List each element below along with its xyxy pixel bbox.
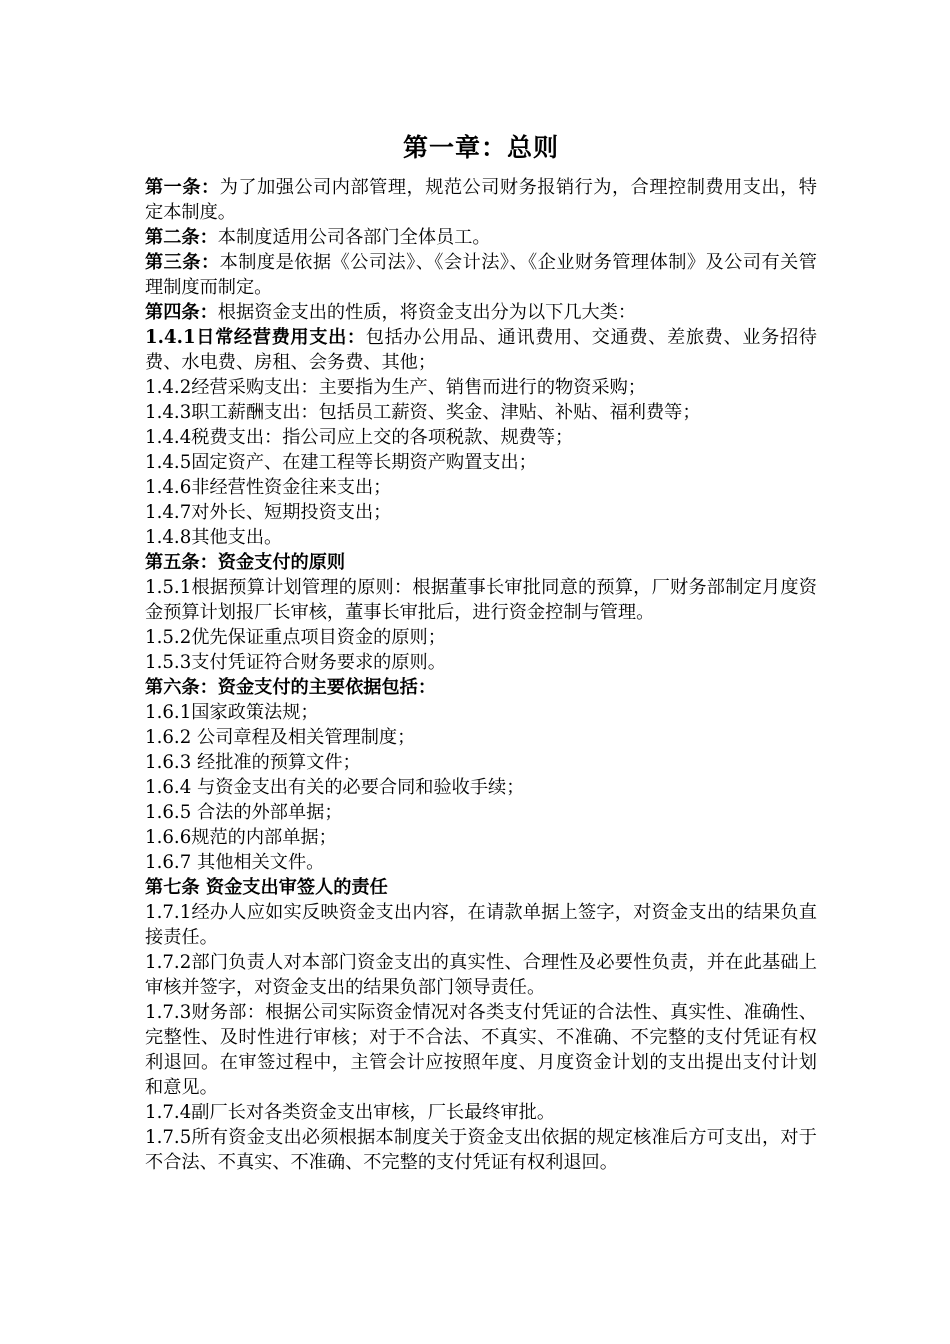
item-text: 1.6.5 合法的外部单据； bbox=[145, 802, 343, 823]
item-text: 1.5.1根据预算计划管理的原则：根据董事长审批同意的预算，厂财务部制定月度资金预算计划报厂长审核，董事长审批后，进行资金控制与管理。 bbox=[145, 577, 817, 623]
item-1-4-6 bbox=[145, 475, 817, 500]
item-text: 1.4.4税费支出：指公司应上交的各项税款、规费等； bbox=[145, 427, 574, 448]
article-1 bbox=[145, 175, 817, 225]
item-1-6-4 bbox=[145, 775, 817, 800]
item-text: 1.5.3支付凭证符合财务要求的原则。 bbox=[145, 652, 446, 673]
item-1-5-2 bbox=[145, 625, 817, 650]
item-1-7-1 bbox=[145, 900, 817, 950]
item-1-4-8 bbox=[145, 525, 817, 550]
article-5 bbox=[145, 550, 817, 575]
item-1-4-4 bbox=[145, 425, 817, 450]
item-1-7-3 bbox=[145, 1000, 817, 1100]
item-text: 1.4.5固定资产、在建工程等长期资产购置支出； bbox=[145, 452, 537, 473]
item-1-4-3 bbox=[145, 400, 817, 425]
item-text: 1.6.2 公司章程及相关管理制度； bbox=[145, 727, 416, 748]
article-label: 第五条：资金支付的原则 bbox=[145, 552, 346, 573]
article-label: 第二条： bbox=[145, 227, 218, 248]
item-1-6-6 bbox=[145, 825, 817, 850]
item-text: 1.6.6规范的内部单据； bbox=[145, 827, 337, 848]
item-1-4-5 bbox=[145, 450, 817, 475]
item-1-6-5 bbox=[145, 800, 817, 825]
item-text: 1.6.3 经批准的预算文件； bbox=[145, 752, 361, 773]
article-label: 第六条：资金支付的主要依据包括： bbox=[145, 677, 437, 698]
item-text: 1.4.6非经营性资金往来支出； bbox=[145, 477, 392, 498]
item-1-5-3 bbox=[145, 650, 817, 675]
item-1-5-1 bbox=[145, 575, 817, 625]
item-1-7-2 bbox=[145, 950, 817, 1000]
article-6 bbox=[145, 675, 817, 700]
item-text: 1.6.1国家政策法规； bbox=[145, 702, 319, 723]
item-1-6-3 bbox=[145, 750, 817, 775]
article-text: 本制度适用公司各部门全体员工。 bbox=[217, 227, 491, 248]
item-text: 1.7.3财务部：根据公司实际资金情况对各类支付凭证的合法性、真实性、准确性、完整性、及时性进行审核；对于不合法、不真实、不准确、不完整的支付凭证有权利退回。在审签过程中，主管会计应按照年度、月度资金计划的支出提出支付计划和意见。 bbox=[145, 1002, 817, 1098]
item-1-7-5 bbox=[145, 1125, 817, 1175]
item-1-4-7 bbox=[145, 500, 817, 525]
document-page bbox=[145, 128, 817, 1175]
article-text: 为了加强公司内部管理，规范公司财务报销行为，合理控制费用支出，特定本制度。 bbox=[145, 177, 817, 223]
article-label: 第七条 资金支出审签人的责任 bbox=[145, 877, 388, 898]
article-2 bbox=[145, 225, 817, 250]
article-text: 根据资金支出的性质，将资金支出分为以下几大类： bbox=[217, 302, 637, 323]
item-text: 1.4.3职工薪酬支出：包括员工薪资、奖金、津贴、补贴、福利费等； bbox=[145, 402, 701, 423]
article-label: 第一条： bbox=[145, 177, 220, 198]
chapter-title: 第一章：总则 bbox=[402, 133, 559, 162]
item-1-6-1 bbox=[145, 700, 817, 725]
item-1-4-1 bbox=[145, 325, 817, 375]
article-3 bbox=[145, 250, 817, 300]
item-text: 1.5.2优先保证重点项目资金的原则； bbox=[145, 627, 446, 648]
item-label: 1.4.1日常经营费用支出： bbox=[145, 327, 366, 348]
article-4 bbox=[145, 300, 817, 325]
item-1-7-4 bbox=[145, 1100, 817, 1125]
item-text: 1.4.8其他支出。 bbox=[145, 527, 283, 548]
item-1-4-2 bbox=[145, 375, 817, 400]
item-text: 1.4.2经营采购支出：主要指为生产、销售而进行的物资采购； bbox=[145, 377, 646, 398]
item-text: 1.6.7 其他相关文件。 bbox=[145, 852, 325, 873]
article-text: 本制度是依据《公司法》、《会计法》、《企业财务管理体制》及公司有关管理制度而制定。 bbox=[145, 252, 817, 298]
item-1-6-2 bbox=[145, 725, 817, 750]
article-label: 第四条： bbox=[145, 302, 218, 323]
item-text: 1.6.4 与资金支出有关的必要合同和验收手续； bbox=[145, 777, 525, 798]
item-text: 1.7.1经办人应如实反映资金支出内容，在请款单据上签字，对资金支出的结果负直接责任。 bbox=[145, 902, 817, 948]
article-label: 第三条： bbox=[145, 252, 220, 273]
item-text: 1.7.5所有资金支出必须根据本制度关于资金支出依据的规定核准后方可支出，对于不合法、不真实、不准确、不完整的支付凭证有权利退回。 bbox=[145, 1127, 817, 1173]
item-1-6-7 bbox=[145, 850, 817, 875]
item-text: 1.4.7对外长、短期投资支出； bbox=[145, 502, 392, 523]
item-text: 1.7.2部门负责人对本部门资金支出的真实性、合理性及必要性负责，并在此基础上审核并签字，对资金支出的结果负部门领导责任。 bbox=[145, 952, 817, 998]
item-text: 包括办公用品、通讯费用、交通费、差旅费、业务招待费、水电费、房租、会务费、其他； bbox=[145, 327, 817, 373]
article-7 bbox=[145, 875, 817, 900]
item-text: 1.7.4副厂长对各类资金支出审核，厂长最终审批。 bbox=[145, 1102, 556, 1123]
